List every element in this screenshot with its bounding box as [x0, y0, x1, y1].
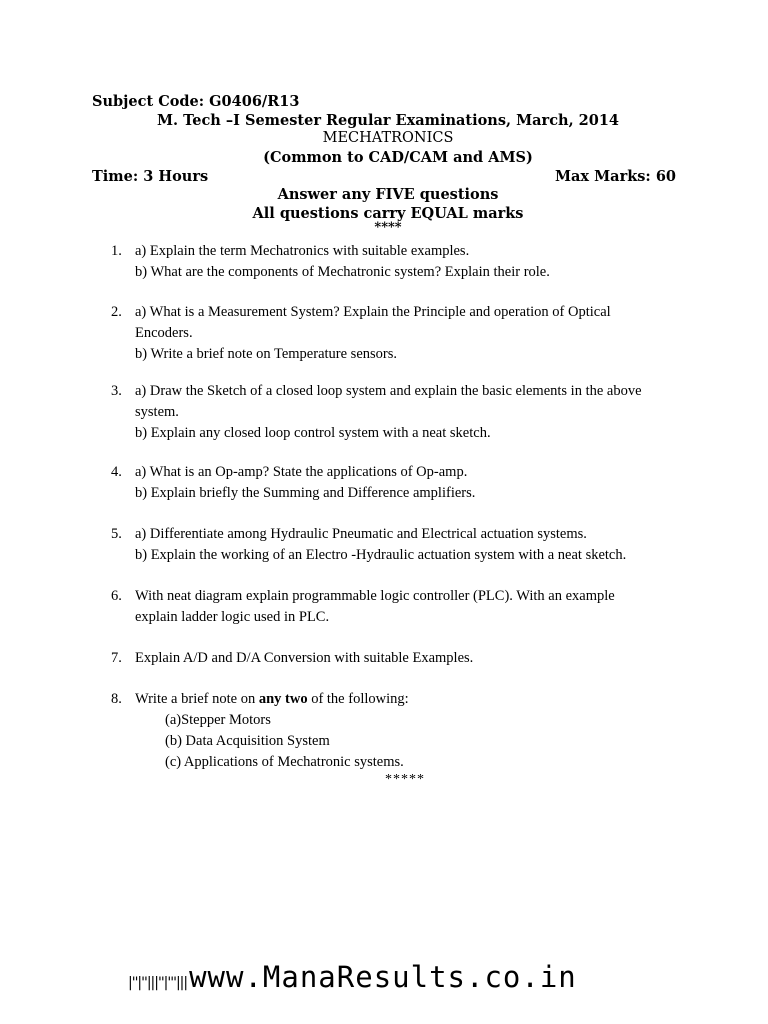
- intro-text-end: of the following:: [307, 691, 409, 707]
- question-number: 3.: [111, 383, 122, 399]
- question-line: a) Explain the term Mechatronics with suitable examples.: [135, 243, 470, 259]
- question-number: 8.: [111, 691, 122, 707]
- question-number: 7.: [111, 650, 122, 666]
- question-intro: [135, 689, 671, 710]
- marks-instruction: All questions carry EQUAL marks: [252, 205, 524, 222]
- question-6: [111, 586, 671, 628]
- subject-code: Subject Code: G0406/R13: [92, 93, 300, 110]
- question-number: 2.: [111, 304, 122, 320]
- question-8: [111, 689, 671, 773]
- question-line: Encoders.: [135, 325, 193, 341]
- question-number: 4.: [111, 464, 122, 480]
- question-line: b) Explain briefly the Summing and Difference amplifiers.: [135, 485, 476, 501]
- question-number: 1.: [111, 243, 122, 259]
- question-line: b) Write a brief note on Temperature sensors.: [135, 346, 397, 362]
- question-line: a) Draw the Sketch of a closed loop system and explain the basic elements in the above: [135, 383, 642, 399]
- option-item: (a)Stepper Motors: [165, 712, 271, 728]
- question-1: [111, 241, 671, 283]
- time-allowed: Time: 3 Hours: [92, 168, 209, 185]
- question-line: b) What are the components of Mechatronic system? Explain their role.: [135, 264, 550, 280]
- question-line: Explain A/D and D/A Conversion with suitable Examples.: [135, 650, 474, 666]
- question-5: [111, 524, 671, 566]
- intro-emphasis: any two: [258, 691, 308, 707]
- question-line: With neat diagram explain programmable logic controller (PLC). With an example: [135, 588, 615, 604]
- question-7: [111, 648, 671, 669]
- answer-instruction: Answer any FIVE questions: [277, 186, 499, 203]
- max-marks: Max Marks: 60: [554, 168, 676, 185]
- intro-text: Write a brief note on: [135, 691, 259, 707]
- question-number: 6.: [111, 588, 122, 604]
- question-line: system.: [135, 404, 179, 420]
- question-number: 5.: [111, 526, 122, 542]
- barcode-mark: |''|''|||''|'''|||: [128, 975, 188, 991]
- question-2: [111, 302, 671, 365]
- option-item: (b) Data Acquisition System: [165, 733, 330, 749]
- question-4: [111, 462, 671, 504]
- question-line: b) Explain any closed loop control system with a neat sketch.: [135, 425, 491, 441]
- question-line: a) Differentiate among Hydraulic Pneumatic and Electrical actuation systems.: [135, 526, 587, 542]
- exam-title: M. Tech –I Semester Regular Examinations, March, 2014: [156, 112, 620, 129]
- question-line: a) What is an Op-amp? State the applications of Op-amp.: [135, 464, 468, 480]
- footer: [128, 960, 577, 994]
- header-stars: ****: [374, 220, 402, 235]
- option-item: (c) Applications of Mechatronic systems.: [165, 754, 404, 770]
- question-3: [111, 381, 671, 444]
- end-stars: *****: [385, 772, 425, 787]
- question-line: b) Explain the working of an Electro -Hydraulic actuation system with a neat sketch.: [135, 547, 627, 563]
- subject-name: MECHATRONICS: [322, 130, 454, 146]
- common-note: (Common to CAD/CAM and AMS): [263, 149, 533, 166]
- website-watermark: www.ManaResults.co.in: [189, 960, 577, 994]
- question-line: explain ladder logic used in PLC.: [135, 609, 330, 625]
- question-line: a) What is a Measurement System? Explain the Principle and operation of Optical: [135, 304, 611, 320]
